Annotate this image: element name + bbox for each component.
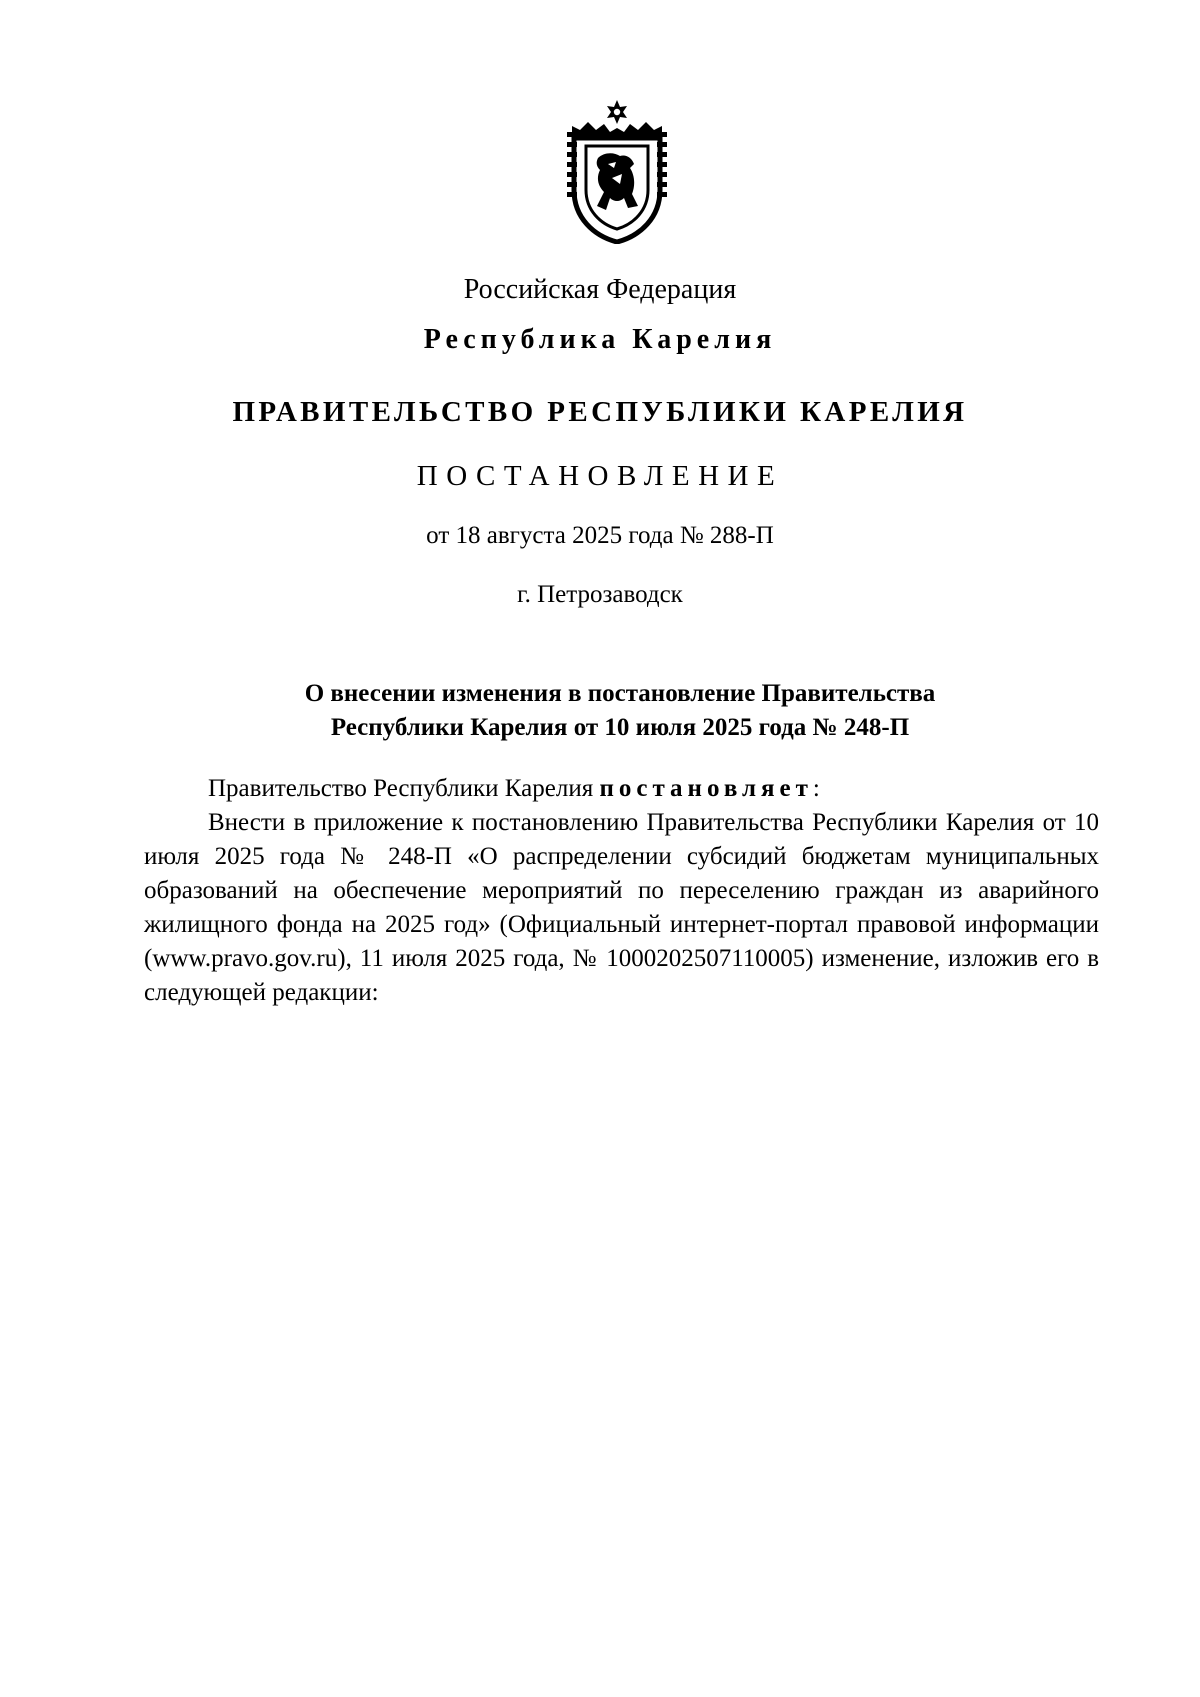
government-title: ПРАВИТЕЛЬСТВО РЕСПУБЛИКИ КАРЕЛИЯ bbox=[232, 396, 968, 428]
amendment-paragraph: Внести в приложение к постановлению Правительства Республики Карелия от 10 июля 2025 года № 248-П «О распределении субсидий бюджетам муниципальных образований на обеспечение мероприятий по переселению граждан из аварийного жилищного фонда на 2025 год» (Официальный интернет-портал правовой информации (www.pravo.gov.ru), 11 июля 2025 года, № 1000202507110005) изменение, изложив его в следующей редакции: bbox=[144, 809, 1099, 1006]
resolution-paragraph bbox=[144, 772, 1099, 806]
resolution-keyword: постановляет bbox=[599, 775, 813, 802]
document-type: ПОСТАНОВЛЕНИЕ bbox=[416, 460, 784, 492]
resolution-suffix: : bbox=[812, 775, 820, 802]
federation-title: Российская Федерация bbox=[463, 274, 737, 305]
resolution-prefix: Правительство Республики Карелия bbox=[208, 775, 600, 802]
republic-title: Республика Карелия bbox=[423, 324, 777, 355]
document-subject bbox=[160, 677, 1080, 745]
subject-line-2: Республики Карелия от 10 июля 2025 года № 248-П bbox=[330, 714, 910, 741]
karelia-coat-of-arms-icon bbox=[564, 98, 670, 244]
document-body bbox=[144, 772, 1099, 1010]
document-date-number: от 18 августа 2025 года № 288-П bbox=[426, 522, 774, 549]
subject-line-1: О внесении изменения в постановление Правительства bbox=[304, 680, 936, 707]
document-city: г. Петрозаводск bbox=[517, 581, 683, 608]
